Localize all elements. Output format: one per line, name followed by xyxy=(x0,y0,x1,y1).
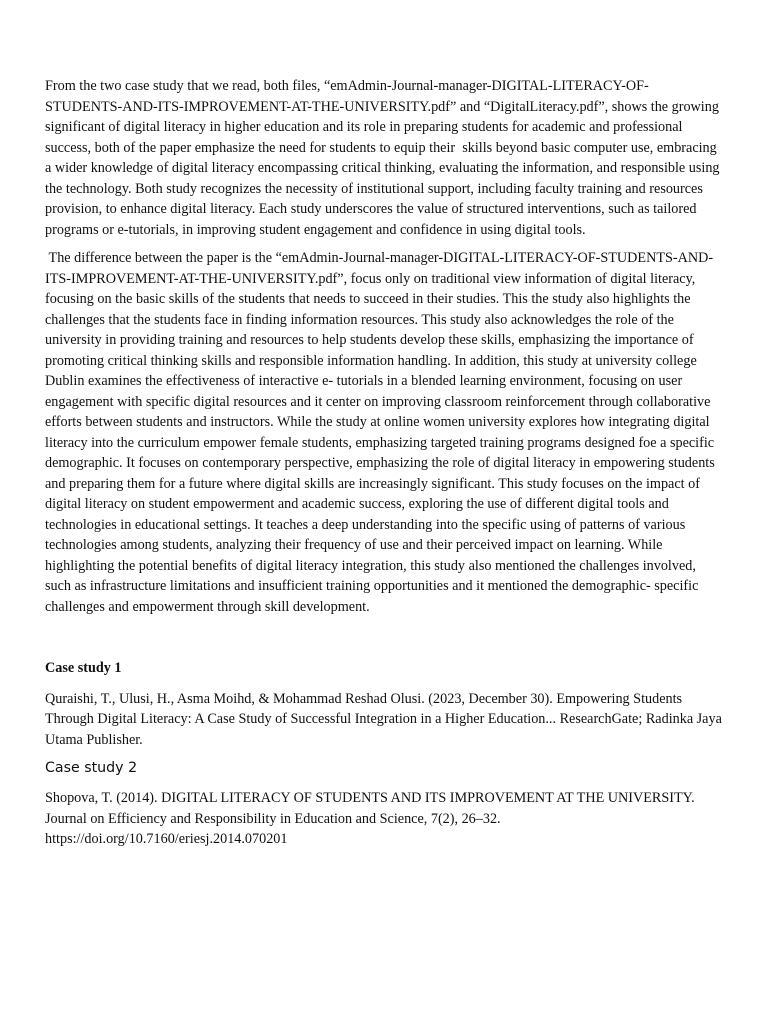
blank-space xyxy=(45,617,725,658)
case-study-1-reference: Quraishi, T., Ulusi, H., Asma Moihd, & Mohammad Reshad Olusi. (2023, December 30). Empowering Students Through Digital Literacy: A Case Study of Successful Integration in a Higher Education... ResearchGate; Radinka Jaya Utama Publisher. xyxy=(45,690,726,748)
case-study-2-heading: Case study 2 xyxy=(45,760,138,776)
paragraph-similarities: From the two case study that we read, both files, “emAdmin-Journal-manager-DIGITAL-LITERACY-OF-STUDENTS-AND-ITS-IMPROVEMENT-AT-THE-UNIVERSITY.pdf” and “DigitalLiteracy.pdf”, shows the growing significant of digital literacy in higher education and its role in preparing students for academic and professional success, both of the paper emphasize the need for students to equip their skills beyond basic computer use, embracing a wider knowledge of digital literacy encompassing critical thinking, evaluating the information, and responsible using the technology. Both study recognizes the necessity of institutional support, including faculty training and resources provision, to enhance digital literacy. Each study underscores the value of structured interventions, such as tailored programs or e-tutorials, in improving student engagement and confidence in using digital tools. xyxy=(45,78,724,238)
case-study-2-reference: Shopova, T. (2014). DIGITAL LITERACY OF STUDENTS AND ITS IMPROVEMENT AT THE UNIVERSITY. Journal on Efficiency and Responsibility in Education and Science, 7(2), 26–32. https://doi.org/10.7160/eriesj.2014.070201 xyxy=(45,790,699,847)
case-study-1-heading: Case study 1 xyxy=(45,660,122,676)
document-page xyxy=(45,76,725,858)
paragraph-differences: The difference between the paper is the “emAdmin-Journal-manager-DIGITAL-LITERACY-OF-STUDENTS-AND-ITS-IMPROVEMENT-AT-THE-UNIVERSITY.pdf”, focus only on traditional view information of digital literacy, focusing on the basic skills of the students that needs to succeed in their studies. This the study also highlights the challenges that the students face in finding information resources. This study also acknowledges the role of the university in providing training and resources to help students develop these skills, emphasizing the importance of promoting critical thinking skills and responsible information handling. In addition, this study at university college Dublin examines the effectiveness of interactive e- tutorials in a blended learning environment, focusing on user engagement with specific digital resources and it center on improving classroom reinforcement through collaborative efforts between students and instructors. While the study at online women university explores how integrating digital literacy into the curriculum empower female students, emphasizing targeted training programs designed foe a specific demographic. It focuses on contemporary perspective, emphasizing the role of digital literacy in empowering students and preparing them for a future where digital skills are increasingly significant. This study focuses on the impact of digital literacy on student empowerment and academic success, exploring the use of different digital tools and technologies in educational settings. It teaches a deep understanding into the specific using of patterns of various technologies among students, analyzing their frequency of use and their perceived impact on learning. While highlighting the potential benefits of digital literacy integration, this study also mentioned the challenges involved, such as infrastructure limitations and insufficient training opportunities and it mentioned the demographic- specific challenges and empowerment through skill development. xyxy=(45,250,719,615)
